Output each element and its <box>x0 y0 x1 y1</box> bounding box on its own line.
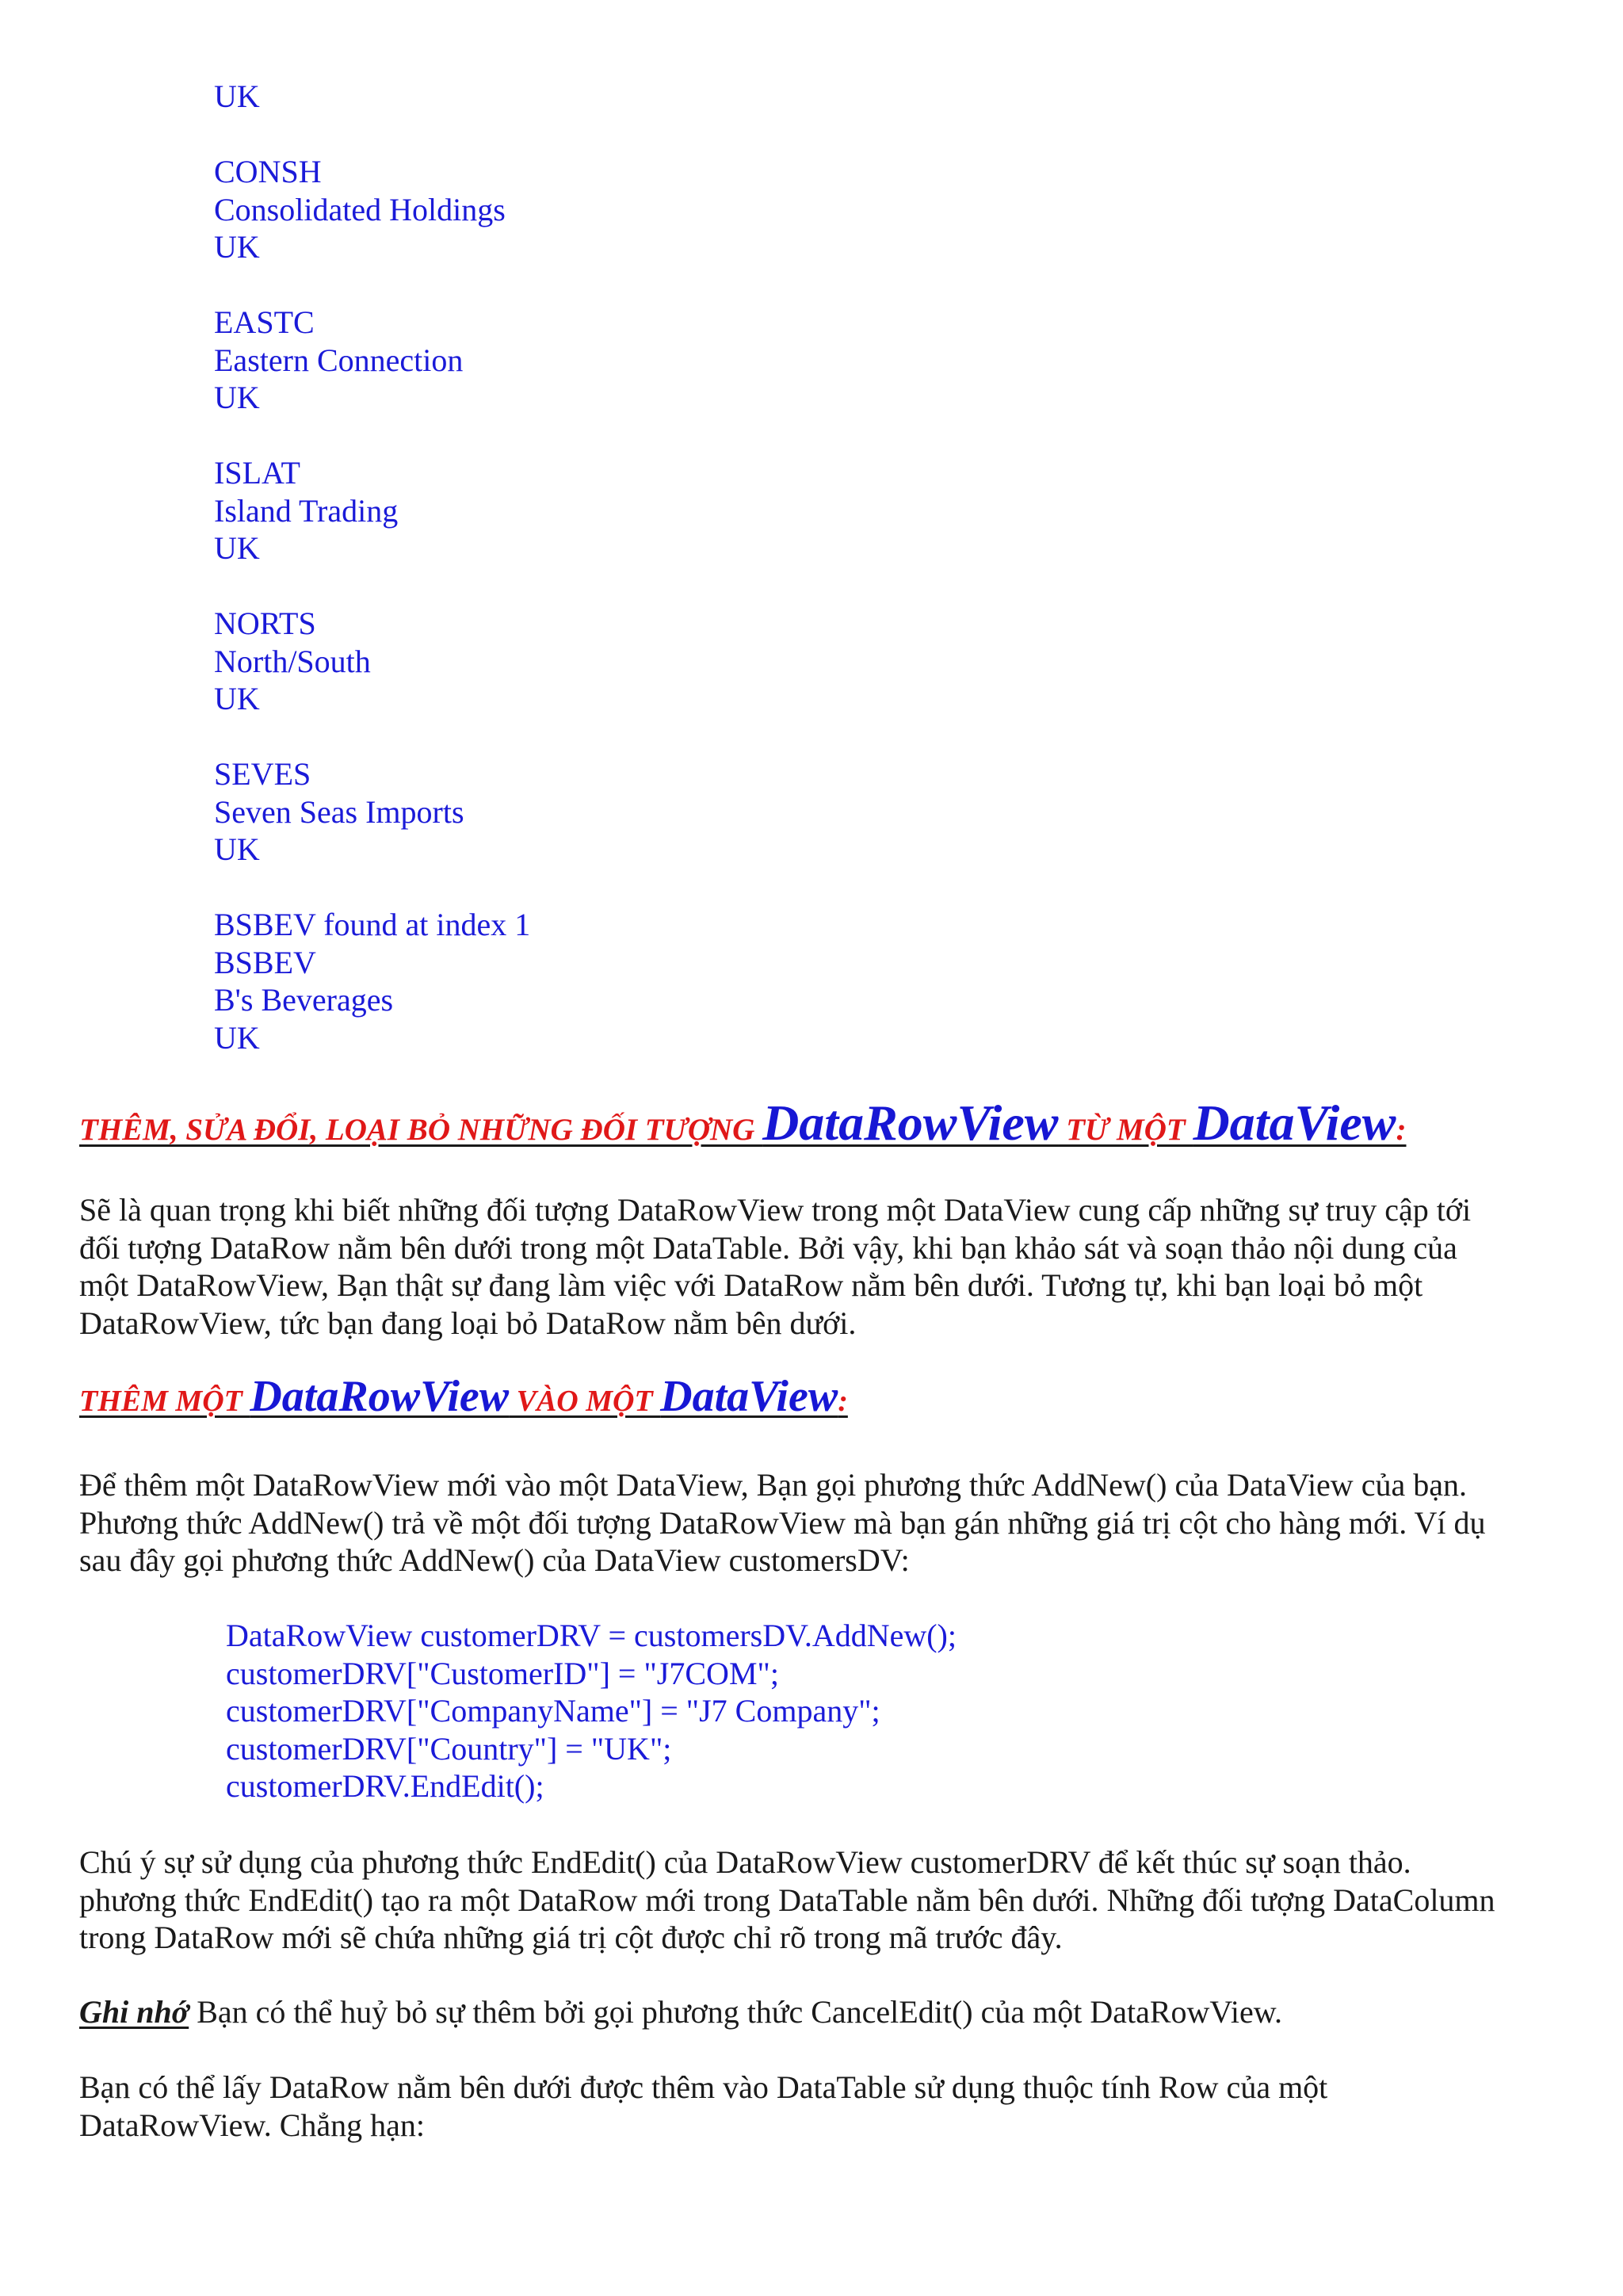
paragraph-row-property <box>79 2069 1561 2144</box>
output-line: UK <box>214 229 260 265</box>
paragraph-line: DataRowView, tức bạn đang loại bỏ DataRow nằm bên dưới. <box>79 1305 857 1341</box>
output-line: CONSH <box>214 154 322 189</box>
paragraph-line: Phương thức AddNew() trả về một đối tượng DataRowView mà bạn gán những giá trị cột cho hàng mới. Ví dụ <box>79 1504 1486 1541</box>
output-line: UK <box>214 78 260 114</box>
paragraph-addnew <box>79 1466 1561 1580</box>
note-line <box>79 1993 1561 2031</box>
code-line: customerDRV.EndEdit(); <box>226 1768 544 1804</box>
heading-colon: : <box>838 1385 848 1418</box>
blank-line <box>214 266 927 304</box>
heading-class-name: DataRowView <box>762 1095 1059 1151</box>
program-output-listing <box>214 78 927 1056</box>
heading-text: TỪ MỘT <box>1058 1113 1193 1147</box>
output-line: ISLAT <box>214 455 300 491</box>
output-line: UK <box>214 1019 260 1056</box>
output-line: UK <box>214 831 260 867</box>
output-line: SEVES <box>214 756 311 792</box>
note-label: Ghi nhớ <box>79 1994 189 2030</box>
heading-class-name: DataView <box>660 1372 838 1421</box>
note-text: Bạn có thể huỷ bỏ sự thêm bởi gọi phương thức CancelEdit() của một DataRowView. <box>189 1994 1283 2030</box>
output-line: Consolidated Holdings <box>214 191 506 227</box>
output-line: UK <box>214 681 260 716</box>
output-line: BSBEV <box>214 944 316 980</box>
paragraph-line: Bạn có thể lấy DataRow nằm bên dưới được thêm vào DataTable sử dụng thuộc tính Row của một <box>79 2069 1328 2105</box>
paragraph-line: Để thêm một DataRowView mới vào một DataView, Bạn gọi phương thức AddNew() của DataView của bạn. <box>79 1467 1467 1503</box>
code-line: customerDRV["Country"] = "UK"; <box>226 1730 672 1767</box>
paragraph-line: Sẽ là quan trọng khi biết những đối tượng DataRowView trong một DataView cung cấp những sự truy cập tới <box>79 1192 1472 1228</box>
note-paragraph <box>79 1993 1561 2031</box>
heading-class-name: DataRowView <box>250 1372 510 1421</box>
blank-line <box>214 417 927 455</box>
heading-class-name: DataView <box>1193 1095 1396 1151</box>
code-line: DataRowView customerDRV = customersDV.AddNew(); <box>226 1618 957 1653</box>
section-heading-add-datarowview <box>79 1371 848 1422</box>
code-example <box>226 1617 957 1805</box>
heading-colon: : <box>1396 1113 1407 1147</box>
output-line: EASTC <box>214 304 315 340</box>
blank-line <box>214 718 927 756</box>
heading-text: THÊM, SỬA ĐỔI, LOẠI BỎ NHỮNG ĐỐI TƯỢNG <box>79 1113 763 1147</box>
output-line: Eastern Connection <box>214 342 464 378</box>
output-line: Island Trading <box>214 492 399 529</box>
paragraph-line: DataRowView. Chẳng hạn: <box>79 2107 426 2143</box>
output-line: B's Beverages <box>214 982 394 1018</box>
paragraph-line: một DataRowView, Bạn thật sự đang làm việc với DataRow nằm bên dưới. Tương tự, khi bạn loại bỏ một <box>79 1267 1423 1303</box>
output-line: BSBEV found at index 1 <box>214 907 531 942</box>
output-line: NORTS <box>214 606 316 641</box>
output-line: UK <box>214 530 260 566</box>
heading-text: THÊM MỘT <box>79 1385 250 1418</box>
code-line: customerDRV["CustomerID"] = "J7COM"; <box>226 1655 779 1691</box>
blank-line <box>214 567 927 606</box>
section-heading-add-modify-remove <box>79 1094 1406 1152</box>
paragraph-line: phương thức EndEdit() tạo ra một DataRow mới trong DataTable nằm bên dưới. Những đối tượng DataColumn <box>79 1881 1495 1918</box>
paragraph-line: Chú ý sự sử dụng của phương thức EndEdit() của DataRowView customerDRV để kết thúc sự soạn thảo. <box>79 1844 1411 1880</box>
output-line: UK <box>214 380 260 415</box>
paragraph-line: đối tượng DataRow nằm bên dưới trong một DataTable. Bởi vậy, khi bạn khảo sát và soạn thảo nội dung của <box>79 1229 1457 1266</box>
paragraph-intro <box>79 1191 1561 1342</box>
output-line: North/South <box>214 643 371 679</box>
code-line: customerDRV["CompanyName"] = "J7 Company"; <box>226 1693 880 1729</box>
heading-text: VÀO MỘT <box>509 1385 661 1418</box>
paragraph-endedit <box>79 1843 1561 1957</box>
paragraph-line: trong DataRow mới sẽ chứa những giá trị cột được chỉ rõ trong mã trước đây. <box>79 1920 1063 1955</box>
paragraph-line: sau đây gọi phương thức AddNew() của DataView customersDV: <box>79 1542 910 1578</box>
blank-line <box>214 116 927 154</box>
blank-line <box>214 869 927 907</box>
output-line: Seven Seas Imports <box>214 793 464 830</box>
